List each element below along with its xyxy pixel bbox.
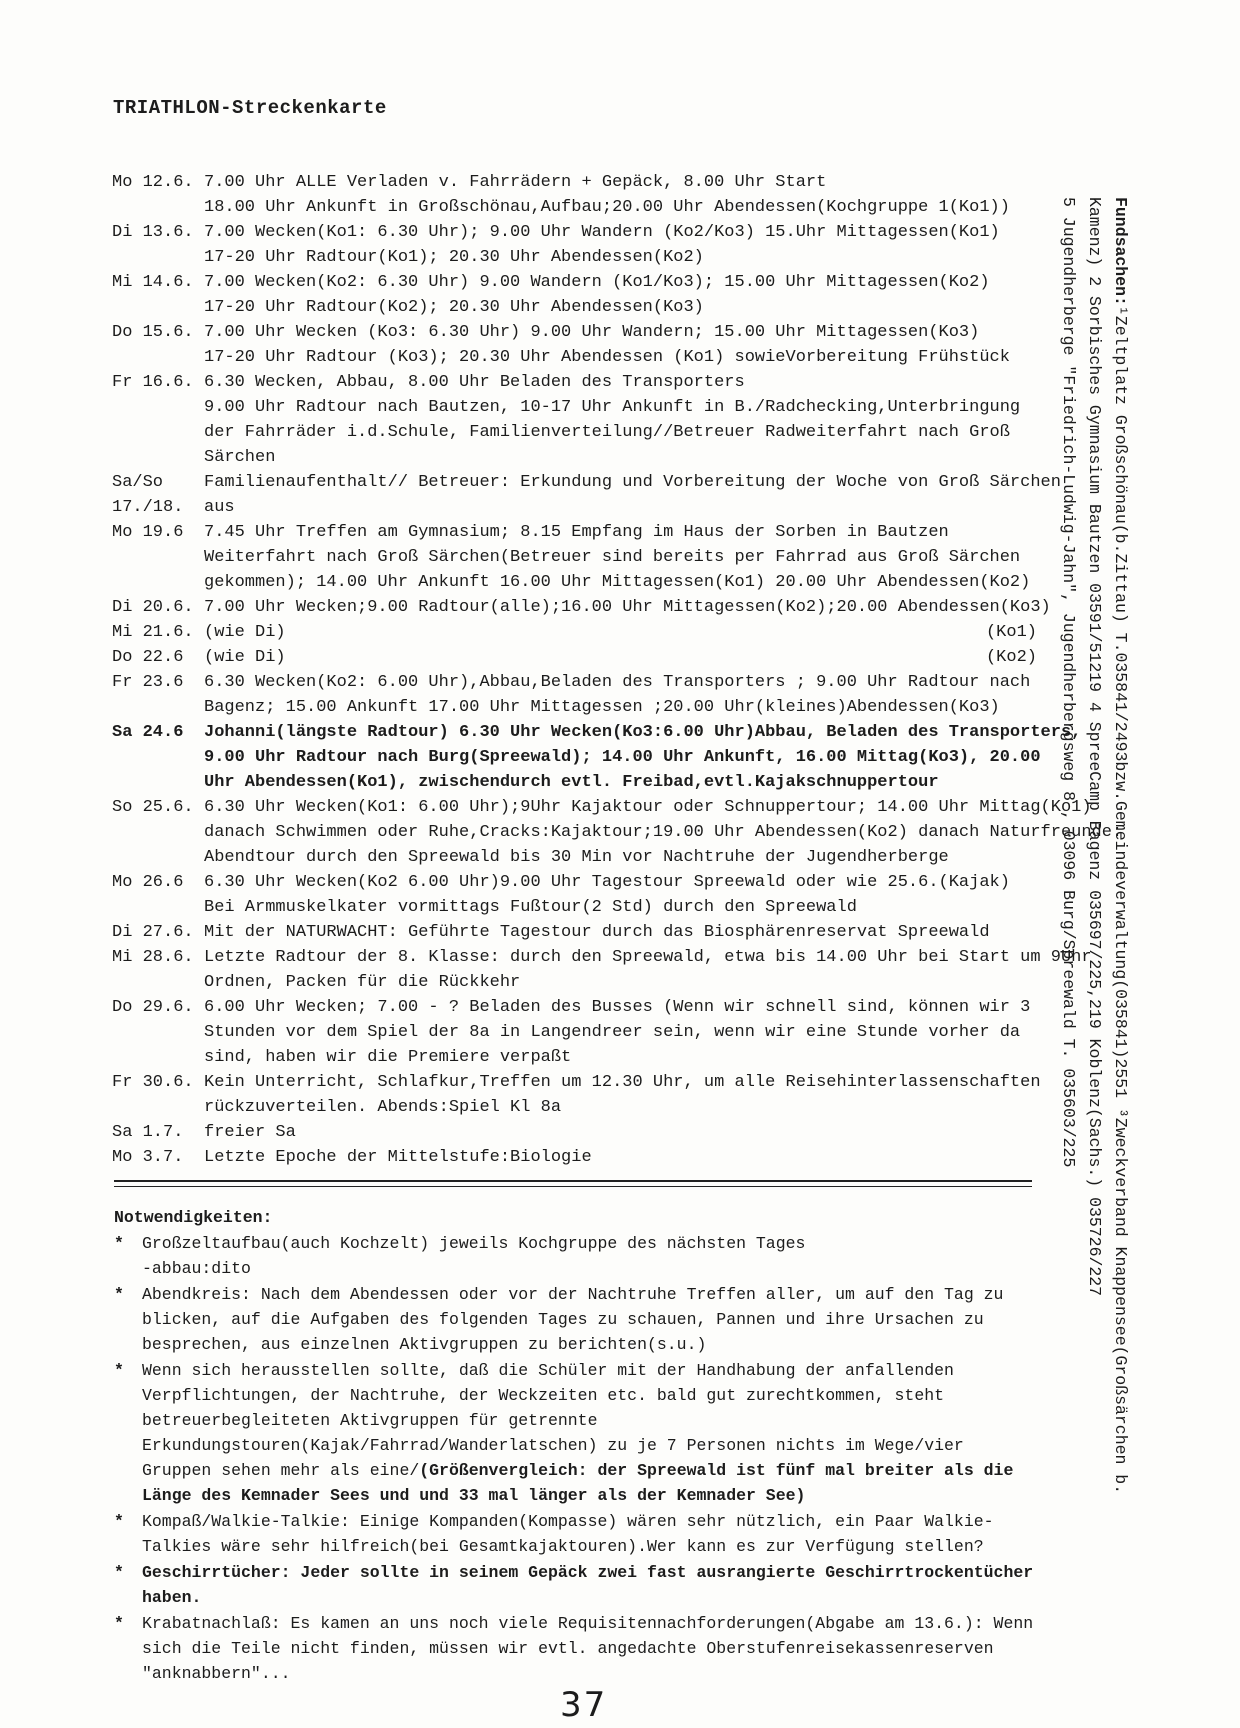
schedule-body: [204, 1070, 1047, 1120]
schedule-day: [112, 320, 1047, 370]
needs-text-body: Großzeltaufbau(auch Kochzelt) jeweils Kochgruppe des nächsten Tages -abbau:dito: [142, 1234, 806, 1278]
schedule-line: Ordnen, Packen für die Rückkehr: [204, 973, 521, 992]
schedule-line: Särchen: [204, 448, 276, 467]
needs-text-body: Kompaß/Walkie-Talkie: Einige Kompanden(Kompasse) wären sehr nützlich, ein Paar Walkie-Talkies wäre sehr hilfreich(bei Gesamtkajaktouren).Wer kann es zur Verfügung stellen?: [142, 1512, 994, 1556]
schedule-day: [112, 995, 1047, 1070]
divider: [114, 1180, 1032, 1187]
schedule-line: Abendtour durch den Spreewald bis 30 Min vor Nachtruhe der Jugendherberge: [204, 848, 949, 867]
schedule-line: 7.00 Uhr Wecken (Ko3: 6.30 Uhr) 9.00 Uhr Wandern; 15.00 Uhr Mittagessen(Ko3): [204, 323, 980, 342]
schedule-body: [204, 495, 1047, 520]
needs-text: [142, 1509, 1034, 1559]
schedule-line: 7.00 Wecken(Ko1: 6.30 Uhr); 9.00 Uhr Wandern (Ko2/Ko3) 15.Uhr Mittagessen(Ko1): [204, 223, 1000, 242]
sidebar-line-1: [1107, 197, 1133, 1495]
needs-item: [114, 1611, 1034, 1686]
schedule-day: [112, 1120, 1047, 1145]
schedule-day: [112, 595, 1051, 620]
schedule-day: [112, 945, 1092, 995]
schedule-body: [204, 1145, 1047, 1170]
schedule-date: Mi 28.6.: [112, 948, 194, 967]
schedule-line: freier Sa: [204, 1123, 296, 1142]
schedule-day: [112, 670, 1047, 720]
schedule-body: [204, 170, 1047, 220]
schedule-line: 7.45 Uhr Treffen am Gymnasium; 8.15 Empfang im Haus der Sorben in Bautzen: [204, 523, 949, 542]
schedule-body: [204, 995, 1047, 1070]
schedule-line: Johanni(längste Radtour) 6.30 Uhr Wecken(Ko3:6.00 Uhr)Abbau, Beladen des Transporters,: [204, 723, 1082, 742]
needs-section: [114, 1205, 1034, 1686]
schedule-line: 17-20 Uhr Radtour(Ko2); 20.30 Uhr Abendessen(Ko3): [204, 298, 704, 317]
schedule-line-text: (wie Di): [204, 623, 286, 642]
schedule-line: 6.30 Uhr Wecken(Ko1: 6.00 Uhr);9Uhr Kajaktour oder Schnuppertour; 14.00 Uhr Mittag(Ko1): [204, 798, 1092, 817]
schedule-date: So 25.6.: [112, 798, 194, 817]
schedule-date: Mo 12.6.: [112, 173, 194, 192]
schedule-body: [204, 1120, 1047, 1145]
schedule-line: 6.00 Uhr Wecken; 7.00 - ? Beladen des Busses (Wenn wir schnell sind, können wir 3: [204, 998, 1031, 1017]
schedule-date: Do 29.6.: [112, 998, 194, 1017]
needs-item: [114, 1231, 1034, 1281]
schedule-day: [112, 920, 1047, 945]
needs-text: [142, 1611, 1034, 1686]
schedule-body: [204, 920, 1047, 945]
schedule-day: [112, 720, 1082, 795]
schedule-date: Mi 21.6.: [112, 623, 194, 642]
bullet-star: *: [114, 1234, 124, 1253]
schedule-line: Bei Armmuskelkater vormittags Fußtour(2 Std) durch den Spreewald: [204, 898, 857, 917]
schedule-line: Bagenz; 15.00 Ankunft 17.00 Uhr Mittagessen ;20.00 Uhr(kleines)Abendessen(Ko3): [204, 698, 1000, 717]
schedule-body: [204, 620, 1047, 645]
schedule-date: Mo 19.6: [112, 523, 184, 542]
schedule-line: Weiterfahrt nach Groß Särchen(Betreuer sind bereits per Fahrrad aus Groß Särchen: [204, 548, 1021, 567]
bullet-star: *: [114, 1285, 124, 1304]
schedule-line: der Fahrräder i.d.Schule, Familienverteilung//Betreuer Radweiterfahrt nach Groß: [204, 423, 1010, 442]
schedule-body: [204, 220, 1047, 270]
needs-text: [142, 1282, 1034, 1357]
schedule-body: [204, 270, 1047, 320]
schedule-day: [112, 645, 1047, 670]
schedule-body: [204, 720, 1081, 795]
schedule-body: [204, 320, 1047, 370]
needs-text-body: Geschirrtücher: Jeder sollte in seinem Gepäck zwei fast ausrangierte Geschirrtrockentücher haben.: [142, 1563, 1034, 1607]
contacts-sidebar: [1055, 197, 1133, 1495]
schedule-line: sind, haben wir die Premiere verpaßt: [204, 1048, 572, 1067]
schedule-day: [112, 1145, 1047, 1170]
schedule-body: [204, 595, 1051, 620]
needs-list: [114, 1231, 1034, 1686]
schedule-day: [112, 170, 1047, 220]
schedule-line: 7.00 Uhr Wecken;9.00 Radtour(alle);16.00 Uhr Mittagessen(Ko2);20.00 Abendessen(Ko3): [204, 598, 1051, 617]
schedule-line: Letzte Radtour der 8. Klasse: durch den Spreewald, etwa bis 14.00 Uhr bei Start um 9Uhr: [204, 948, 1092, 967]
schedule-day: [112, 620, 1047, 645]
schedule-line: Letzte Epoche der Mittelstufe:Biologie: [204, 1148, 592, 1167]
schedule-date: Mi 14.6.: [112, 273, 194, 292]
schedule-line-text: (wie Di): [204, 648, 286, 667]
schedule-date: Do 15.6.: [112, 323, 194, 342]
schedule-day: [112, 270, 1047, 320]
schedule-day: [112, 220, 1047, 270]
schedule-date: Sa 1.7.: [112, 1123, 184, 1142]
schedule-line: Uhr Abendessen(Ko1), zwischendurch evtl. Freibad,evtl.Kajakschnuppertour: [204, 773, 939, 792]
bullet-star: *: [114, 1512, 124, 1531]
needs-item: [114, 1282, 1034, 1357]
schedule-date: 17./18.: [112, 498, 184, 517]
cook-group-note: (Ko1): [985, 623, 1037, 642]
cook-group-note: (Ko2): [985, 648, 1037, 667]
needs-text-body: Krabatnachlaß: Es kamen an uns noch viele Requisitennachforderungen(Abgabe am 13.6.): Wenn sich die Teile nicht finden, müssen wir evtl. angedachte Oberstufenreisekassenreserven "anknabbern"...: [142, 1614, 1034, 1683]
schedule-day: [112, 370, 1047, 470]
schedule-date: Do 22.6: [112, 648, 184, 667]
page-title: TRIATHLON-Streckenkarte: [113, 97, 387, 119]
schedule-line: Familienaufenthalt// Betreuer: Erkundung und Vorbereitung der Woche von Groß Särchen: [204, 473, 1061, 492]
needs-text: [142, 1231, 1034, 1281]
schedule-line: Mit der NATURWACHT: Geführte Tagestour durch das Biosphärenreservat Spreewald: [204, 923, 990, 942]
schedule-day: [112, 520, 1047, 595]
schedule-line: Kein Unterricht, Schlafkur,Treffen um 12.30 Uhr, um alle Reisehinterlassenschaften: [204, 1073, 1041, 1092]
schedule-body: [204, 645, 1047, 670]
schedule-date: Di 13.6.: [112, 223, 194, 242]
schedule-day: [112, 795, 1123, 870]
schedule-line: 7.00 Wecken(Ko2: 6.30 Uhr) 9.00 Wandern (Ko1/Ko3); 15.00 Uhr Mittagessen(Ko2): [204, 273, 990, 292]
schedule-line: [204, 645, 1047, 670]
bullet-star: *: [114, 1614, 124, 1633]
schedule-date: Di 27.6.: [112, 923, 194, 942]
schedule-day: [112, 1070, 1047, 1120]
schedule-body: [204, 870, 1047, 920]
schedule-body: [204, 520, 1047, 595]
schedule-line: danach Schwimmen oder Ruhe,Cracks:Kajaktour;19.00 Uhr Abendessen(Ko2) danach Naturfreunde:: [204, 823, 1123, 842]
schedule-day: [112, 870, 1047, 920]
schedule-line: 7.00 Uhr ALLE Verladen v. Fahrrädern + Gepäck, 8.00 Uhr Start: [204, 173, 827, 192]
schedule-date: Mo 26.6: [112, 873, 184, 892]
schedule-date: Fr 23.6: [112, 673, 184, 692]
schedule-line: [204, 620, 1047, 645]
sidebar-line-3: 5 Jugendherberge "Friedrich-Ludwig-Jahn", Jugendherbergsweg 8 , 03096 Burg/Spreewald T. 035603/225: [1059, 197, 1078, 1168]
schedule-line: 6.30 Wecken, Abbau, 8.00 Uhr Beladen des Transporters: [204, 373, 745, 392]
schedule-body: [204, 795, 1122, 870]
schedule-date: Fr 30.6.: [112, 1073, 194, 1092]
schedule-day: [112, 495, 1047, 520]
schedule-date: Mo 3.7.: [112, 1148, 184, 1167]
sidebar-line-2: Kamenz) 2 Sorbisches Gymnasium Bautzen 03591/51219 4 SpreeCamp Bagenz 035697/225,219 Koblenz(Sachs.) 035726/227: [1085, 197, 1104, 1297]
schedule-date: Sa 24.6: [112, 723, 184, 742]
bullet-star: *: [114, 1563, 124, 1582]
sidebar-heading: Fundsachen:: [1111, 197, 1130, 306]
needs-text-body: Wenn sich herausstellen sollte, daß die Schüler mit der Handhabung der anfallenden Verpflichtungen, der Nachtruhe, der Weckzeiten etc. bald gut zurechtkommen, steht betreuerbegleiteten Aktivgruppen für getrennte Erkundungstouren(Kajak/Fahrrad/Wanderlatschen) zu je 7 Personen nichts im Wege/vier Gruppen sehen mehr als eine/: [142, 1361, 964, 1480]
needs-text-bold: (Größenvergleich: der Spreewald ist fünf mal breiter als die Länge des Kemnader Sees und und 33 mal länger als der Kemnader See): [142, 1461, 1014, 1505]
schedule-body: [204, 945, 1092, 995]
needs-item: [114, 1509, 1034, 1559]
page-number: 37: [560, 1685, 608, 1725]
schedule-date: Fr 16.6.: [112, 373, 194, 392]
schedule-line: Stunden vor dem Spiel der 8a in Langendreer sein, wenn wir eine Stunde vorher da: [204, 1023, 1021, 1042]
bullet-star: *: [114, 1361, 124, 1380]
schedule-line: 9.00 Uhr Radtour nach Burg(Spreewald); 14.00 Uhr Ankunft, 16.00 Mittag(Ko3), 20.00: [204, 748, 1041, 767]
schedule-line: 18.00 Uhr Ankunft in Großschönau,Aufbau;20.00 Uhr Abendessen(Kochgruppe 1(Ko1)): [204, 198, 1010, 217]
needs-text-body: Abendkreis: Nach dem Abendessen oder vor der Nachtruhe Treffen aller, um auf den Tag zu blicken, auf die Aufgaben des folgenden Tages zu schauen, Pannen und ihre Ursachen zu besprechen, aus einzelnen Aktivgruppen zu berichten(s.u.): [142, 1285, 1004, 1354]
needs-heading: Notwendigkeiten:: [114, 1208, 273, 1227]
needs-item: [114, 1358, 1034, 1508]
schedule-line: 17-20 Uhr Radtour (Ko3); 20.30 Uhr Abendessen (Ko1) sowieVorbereitung Frühstück: [204, 348, 1010, 367]
needs-item: [114, 1560, 1034, 1610]
schedule-line: gekommen); 14.00 Uhr Ankunft 16.00 Uhr Mittagessen(Ko1) 20.00 Uhr Abendessen(Ko2): [204, 573, 1031, 592]
schedule-line: aus: [204, 498, 235, 517]
schedule-line: 6.30 Wecken(Ko2: 6.00 Uhr),Abbau,Beladen des Transporters ; 9.00 Uhr Radtour nach: [204, 673, 1031, 692]
schedule-line: 9.00 Uhr Radtour nach Bautzen, 10-17 Uhr Ankunft in B./Radchecking,Unterbringung: [204, 398, 1021, 417]
schedule-line: 17-20 Uhr Radtour(Ko1); 20.30 Uhr Abendessen(Ko2): [204, 248, 704, 267]
schedule-body: [204, 370, 1047, 470]
needs-text: [142, 1560, 1034, 1610]
schedule-date: Sa/So: [112, 473, 164, 492]
schedule-body: [204, 470, 1061, 495]
schedule-date: Di 20.6.: [112, 598, 194, 617]
sidebar-text-1: ¹Zeltplatz Großschönau(b.Zittau) T.035841/2493bzw.Gemeindeverwaltung(035841)2551 ³Zweckverband Knappensee(Großsärchen b.: [1111, 305, 1130, 1495]
schedule-day: [112, 470, 1061, 495]
needs-text: [142, 1358, 1034, 1508]
schedule-body: [204, 670, 1047, 720]
schedule-line: 6.30 Uhr Wecken(Ko2 6.00 Uhr)9.00 Uhr Tagestour Spreewald oder wie 25.6.(Kajak): [204, 873, 1010, 892]
schedule-line: rückzuverteilen. Abends:Spiel Kl 8a: [204, 1098, 562, 1117]
